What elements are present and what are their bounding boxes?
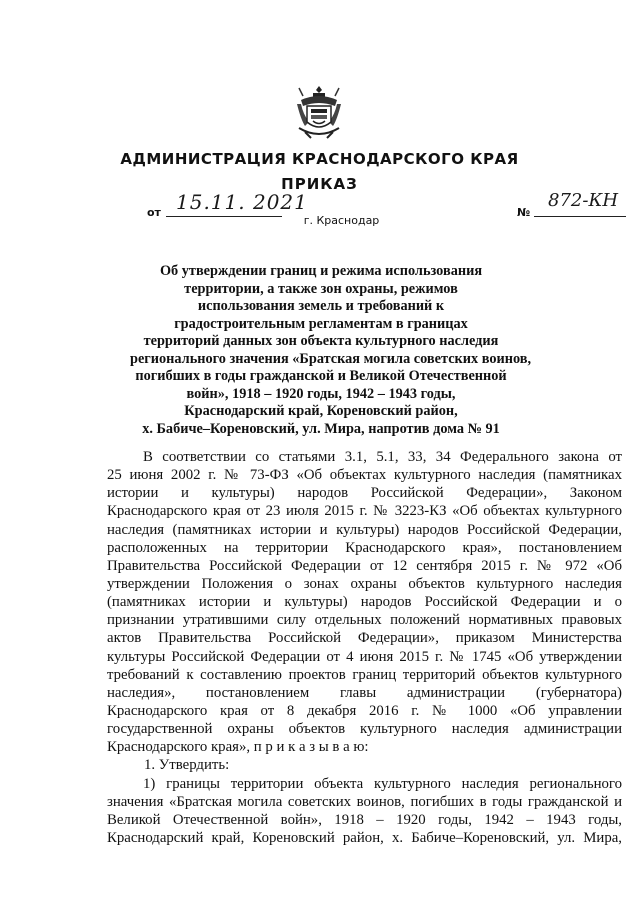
title-line: территорий данных зон объекта культурного наследия — [143, 333, 499, 349]
coat-of-arms-icon — [291, 84, 347, 142]
title-line: регионального значения «Братская могила советских воинов, — [130, 350, 532, 367]
body-line: 1) границы территории объекта культурного наследия регионального — [143, 775, 622, 792]
body-line: истории и культуры) народов Российской Федерации», Законом — [107, 485, 622, 502]
body-line: (памятниках истории и культуры) народов Российской Федерации и о — [107, 594, 622, 611]
body-line: Краснодарский край, Кореновский район, х. Бабиче–Кореновский, ул. Мира, — [107, 829, 622, 846]
body-line: утверждении Положения о зонах охраны объектов культурного наследия — [107, 575, 622, 592]
body-line: 25 июня 2002 г. № 73-ФЗ «Об объектах культурного наследия (памятниках — [107, 467, 622, 484]
title-line: Краснодарский край, Кореновский район, — [184, 403, 458, 419]
body-line: признании утратившими силу отдельных положений нормативных правовых — [107, 612, 622, 629]
body-line: Краснодарского края от 23 июля 2015 г. № 3223-КЗ «Об объектах культурного — [107, 503, 622, 520]
body-line: 1. Утвердить: — [144, 757, 230, 774]
title-line: территории, а также зон охраны, режимов — [184, 280, 458, 297]
handwritten-number: 872-КН — [548, 190, 619, 211]
document-body — [107, 448, 622, 847]
title-line: Об утверждении границ и режима использования — [159, 263, 483, 279]
title-line: погибших в годы гражданской и Великой Отечественной — [135, 368, 507, 384]
title-line: использования земель и требований к — [197, 298, 445, 314]
document-title — [130, 263, 532, 438]
title-line: градостроительным регламентам в границах — [174, 315, 468, 332]
body-line: культуры Российской Федерации от 4 июня 2015 г. № 1745 «Об утверждении — [107, 648, 622, 665]
body-line: государственной охраны объектов культурного наследия администрации — [107, 721, 622, 738]
body-line: наследия (памятниках истории и культуры) народов Российской Федерации, — [107, 521, 622, 538]
date-label: от — [147, 206, 161, 219]
city-label: г. Краснодар — [303, 214, 380, 227]
body-line: наследия», постановлением главы администрации (губернатора) — [107, 684, 622, 701]
body-line: В соответствии со статьями 3.1, 5.1, 33, 34 Федерального закона от — [143, 449, 622, 465]
title-line: войн», 1918 – 1920 годы, 1942 – 1943 годы, — [186, 385, 456, 402]
number-label: № — [517, 206, 531, 219]
body-line: Великой Отечественной войн», 1918 – 1920 годы, 1942 – 1943 годы, — [107, 811, 622, 828]
administration-name: АДМИНИСТРАЦИЯ КРАСНОДАРСКОГО КРАЯ — [120, 150, 519, 168]
body-line: актов Правительства Российской Федерации», приказом Министерства — [107, 630, 622, 647]
body-line: Краснодарского края», п р и к а з ы в а ю: — [107, 739, 369, 756]
title-line: х. Бабиче–Кореновский, ул. Мира, напротив дома № 91 — [142, 420, 500, 437]
body-line: требований к составлению проектов границ территорий объектов культурного — [107, 666, 622, 683]
number-field — [534, 190, 626, 217]
body-line: значения «Братская могила советских воинов, погибших в годы гражданской и — [107, 793, 622, 810]
body-line: Правительства Российской Федерации от 12 сентября 2015 г. № 972 «Об — [107, 557, 622, 574]
document-type: ПРИКАЗ — [281, 175, 358, 193]
body-line: расположенных на территории Краснодарского края», постановлением — [107, 539, 622, 556]
body-line: Краснодарского края от 8 декабря 2016 г. № 1000 «Об управлении — [107, 702, 622, 719]
handwritten-date: 15.11. 2021 — [176, 190, 308, 214]
